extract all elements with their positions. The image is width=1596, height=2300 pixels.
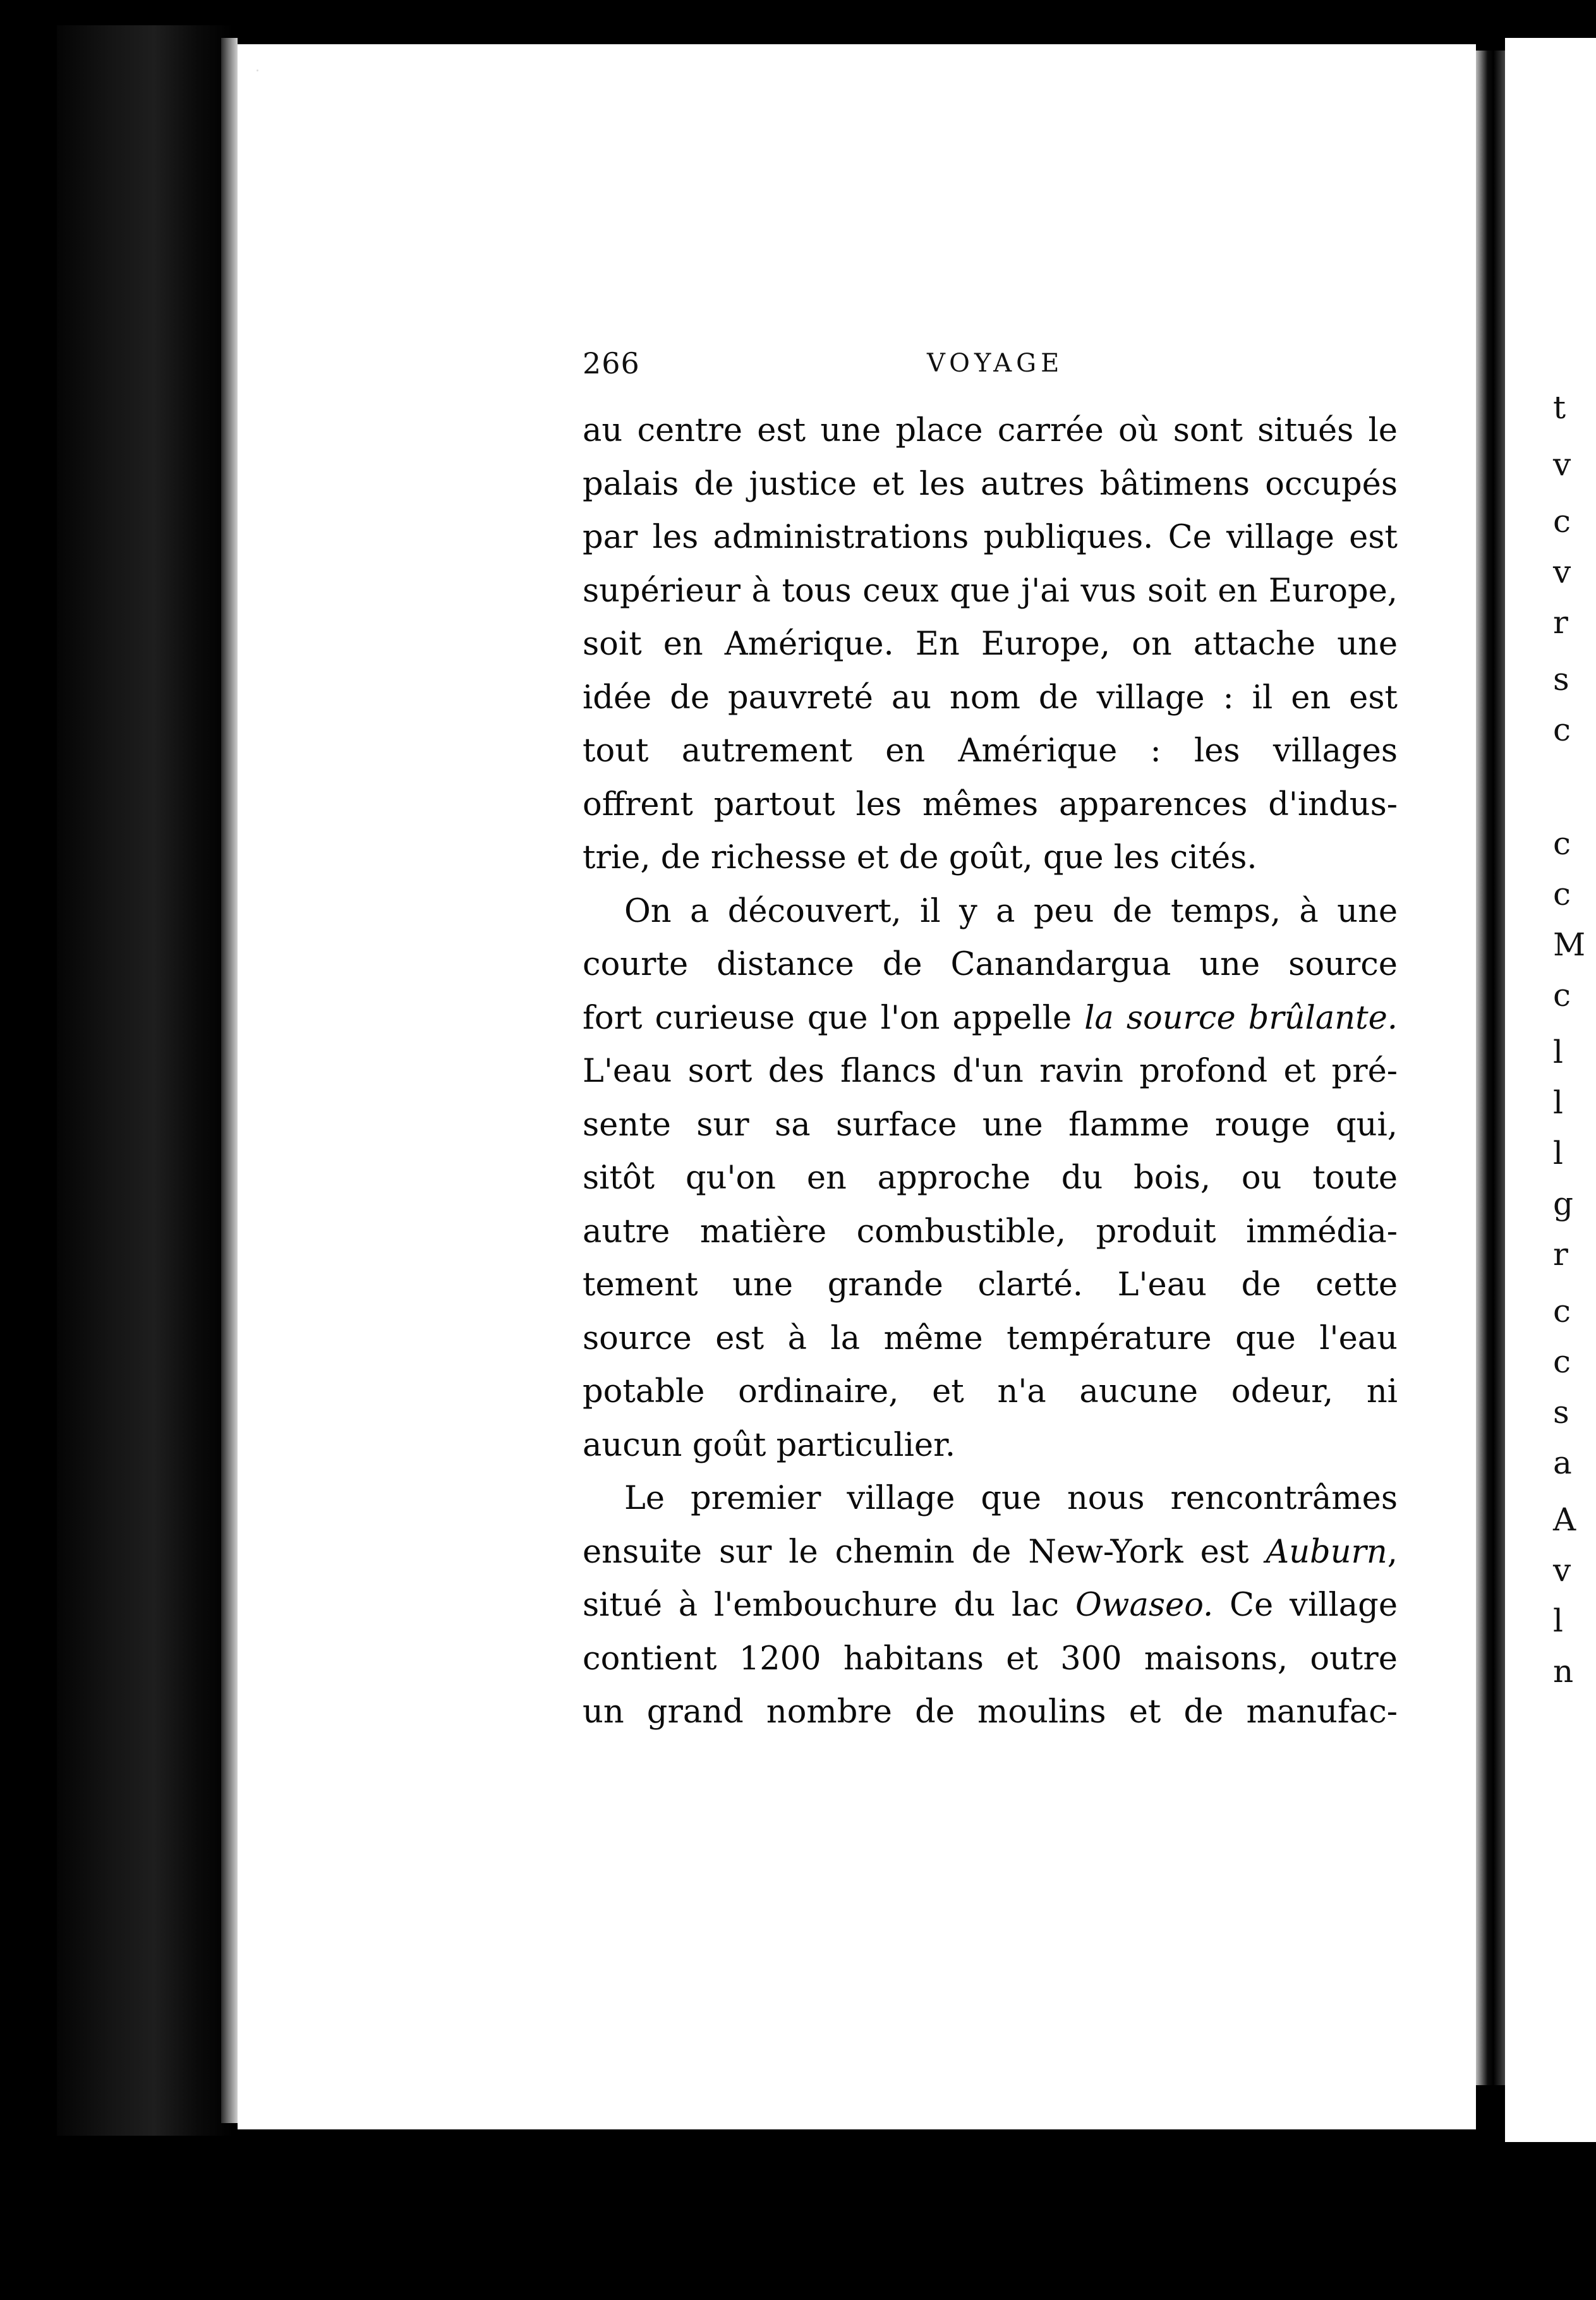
italic-text: la source brûlante. [1084,999,1398,1037]
italic-text: Owaseo. [1075,1587,1214,1624]
facing-page-letter: a [1553,1444,1572,1481]
text-line [583,458,1398,512]
text-line [583,618,1398,672]
text-segment: potable ordinaire, et n'a aucune odeur, ni [583,1373,1398,1410]
text-segment: source est à la même température que l'eau [583,1319,1398,1357]
text-segment: soit en Amérique. En Europe, on attache une [583,626,1398,663]
facing-page-letter: s [1553,1394,1569,1431]
facing-page-letter: r [1553,1236,1568,1273]
text-segment: tement une grande clarté. L'eau de cette [583,1266,1398,1304]
text-line [583,672,1398,725]
text-segment: idée de pauvreté au nom de village : il en est [583,679,1398,717]
text-segment: trie, de richesse et de goût, que les cités. [583,839,1257,876]
text-line [583,1579,1398,1633]
text-segment: tout autrement en Amérique : les villages [583,732,1398,770]
text-segment: L'eau sort des flancs d'un ravin profond et pré- [583,1053,1398,1090]
facing-page-letter: A [1553,1501,1576,1538]
text-segment: courte distance de Canandargua une source [583,946,1398,983]
text-line [583,1312,1398,1366]
text-line [583,404,1398,458]
text-segment: ensuite sur le chemin de New-York est [583,1533,1266,1571]
text-segment: par les administrations publiques. Ce village est [583,519,1398,556]
text-line [583,1259,1398,1312]
text-segment: palais de justice et les autres bâtimens occupés [583,465,1398,503]
facing-page-letter: c [1553,825,1571,862]
text-line [583,1099,1398,1153]
text-line [583,511,1398,565]
text-segment: contient 1200 habitans et 300 maisons, outre [583,1640,1398,1678]
text-segment: aucun goût particulier. [583,1426,956,1464]
facing-page-letter: s [1553,661,1569,698]
book-gutter [1476,51,1505,2085]
page-header [583,346,1391,390]
text-segment: sente sur sa surface une flamme rouge qui, [583,1106,1398,1144]
page-edge [221,38,238,2123]
facing-page-letter: l [1553,1084,1563,1121]
facing-page [1505,38,1596,2142]
paper-speck [257,70,258,71]
facing-page-letter: c [1553,1293,1571,1329]
text-line [583,1152,1398,1206]
text-line [583,778,1398,832]
facing-page-letter: g [1553,1185,1574,1222]
facing-page-letter: v [1553,446,1571,483]
facing-page-letter: c [1553,503,1571,540]
text-line [583,725,1398,778]
page-number: 266 [583,346,640,380]
facing-page-letter: v [1553,554,1571,590]
book-spine [57,25,234,2136]
facing-page-letter: c [1553,977,1571,1014]
text-segment: Le premier village que nous rencontrâmes [624,1480,1398,1517]
text-line [583,1633,1398,1686]
text-line [583,565,1398,619]
facing-page-letter: r [1553,604,1568,641]
text-segment: au centre est une place carrée où sont situés le [583,412,1398,449]
text-line [583,1045,1398,1099]
running-title: VOYAGE [927,349,1064,378]
text-segment: , [1387,1533,1398,1571]
facing-page-letter: c [1553,876,1571,912]
text-line [583,885,1398,939]
text-segment: un grand nombre de moulins et de manufac- [583,1693,1398,1731]
facing-page-letter: v [1553,1552,1571,1589]
facing-page-letter: c [1553,1343,1571,1380]
italic-text: Auburn [1266,1533,1387,1571]
facing-page-letter: l [1553,1034,1563,1070]
text-line [583,1686,1398,1740]
text-segment: Ce village [1213,1587,1398,1624]
text-line [583,832,1398,885]
facing-page-letter: c [1553,711,1571,748]
text-segment: autre matière combustible, produit immédia- [583,1213,1398,1250]
facing-page-letter: t [1553,389,1566,426]
text-line [583,992,1398,1046]
text-segment: offrent partout les mêmes apparences d'indus- [583,785,1398,823]
facing-page-letter: l [1553,1602,1563,1639]
facing-page-letter: M [1553,926,1586,963]
text-line [583,1365,1398,1419]
facing-page-letter: n [1553,1653,1574,1690]
text-line [583,1526,1398,1580]
text-segment: supérieur à tous ceux que j'ai vus soit en Europe, [583,572,1398,610]
text-line [583,938,1398,992]
text-segment: situé à l'embouchure du lac [583,1587,1075,1624]
text-line [583,1206,1398,1259]
text-line [583,1419,1398,1473]
text-segment: On a découvert, il y a peu de temps, à une [624,892,1398,930]
text-segment: sitôt qu'on en approche du bois, ou toute [583,1159,1398,1197]
text-segment: fort curieuse que l'on appelle [583,999,1085,1037]
text-line [583,1472,1398,1526]
body-text [583,404,1398,1740]
facing-page-letter: l [1553,1135,1563,1171]
